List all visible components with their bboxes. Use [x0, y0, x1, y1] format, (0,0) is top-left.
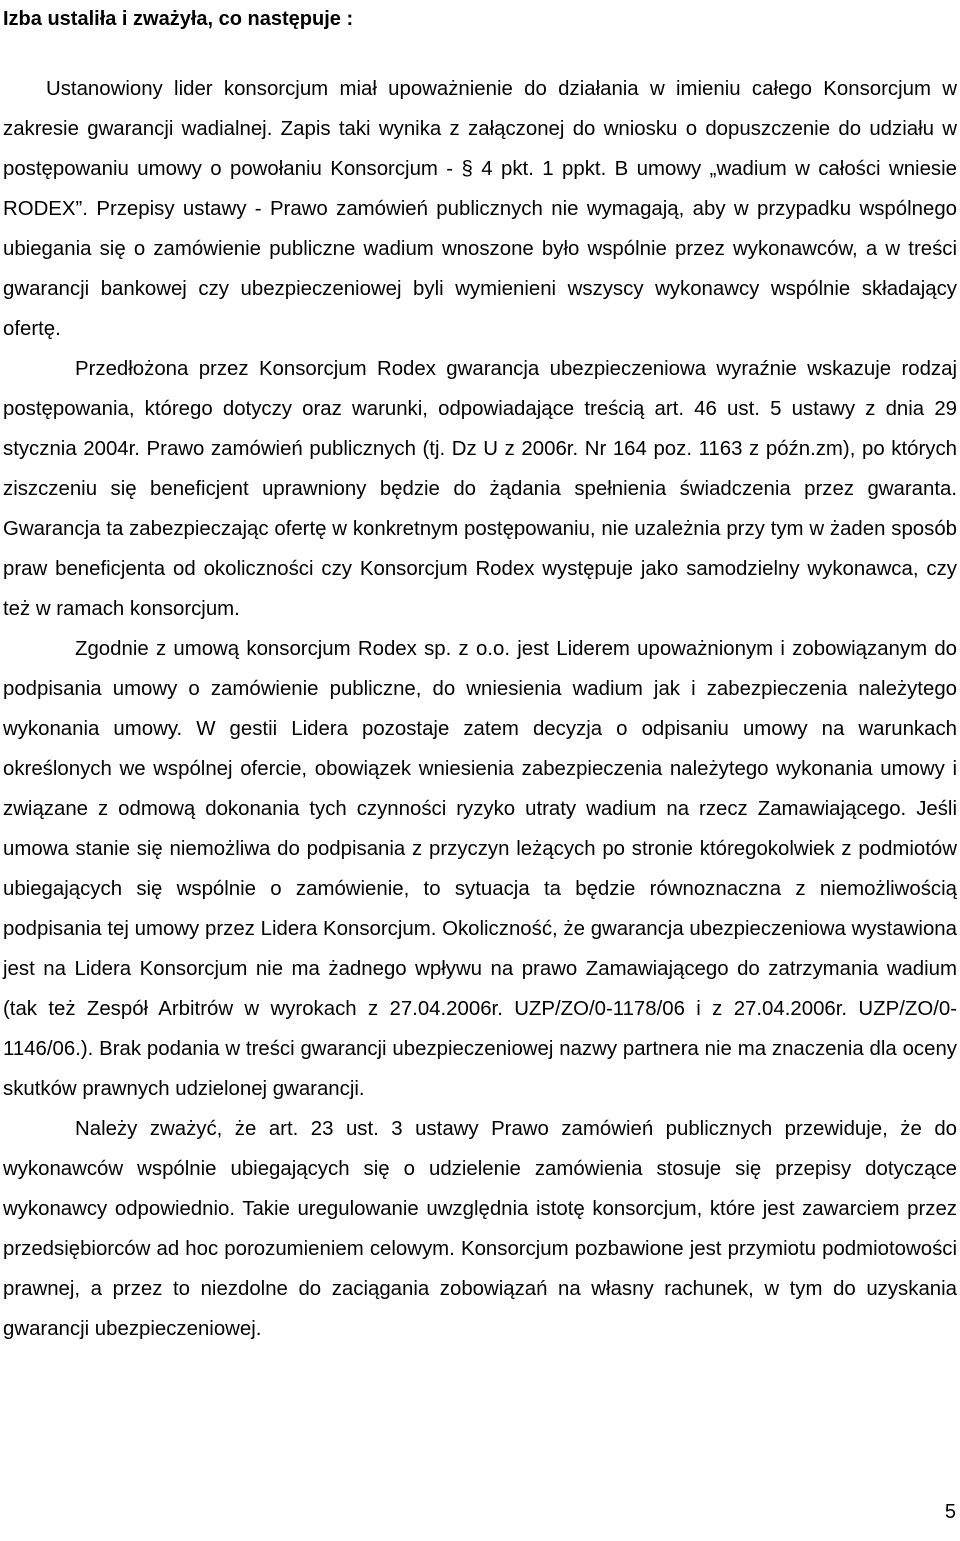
- section-heading: Izba ustaliła i zważyła, co następuje :: [3, 8, 354, 30]
- document-page: [3, 0, 957, 1340]
- paragraph-2: Przedłożona przez Konsorcjum Rodex gwarancja ubezpieczeniowa wyraźnie wskazuje rodzaj postępowania, którego dotyczy oraz warunki, odpowiadające treścią art. 46 ust. 5 ustawy z dnia 29 stycznia 2004r. Prawo zamówień publicznych (tj. Dz U z 2006r. Nr 164 poz. 1163 z późn.zm), po których ziszczeniu się beneficjent uprawniony będzie do żądania spełnienia świadczenia przez gwaranta. Gwarancja ta zabezpieczając ofertę w konkretnym postępowaniu, nie uzależnia przy tym w żaden sposób praw beneficjenta od okoliczności czy Konsorcjum Rodex występuje jako samodzielny wykonawca, czy też w ramach konsorcjum.: [3, 358, 957, 620]
- page-number: 5: [944, 1501, 956, 1523]
- body-text: [3, 69, 957, 1349]
- paragraph-4: Należy zważyć, że art. 23 ust. 3 ustawy Prawo zamówień publicznych przewiduje, że do wykonawców wspólnie ubiegających się o udzielenie zamówienia stosuje się przepisy dotyczące wykonawcy odpowiednio. Takie uregulowanie uwzględnia istotę konsorcjum, które jest zawarciem przez przedsiębiorców ad hoc porozumieniem celowym. Konsorcjum pozbawione jest przymiotu podmiotowości prawnej, a przez to niezdolne do zaciągania zobowiązań na własny rachunek, w tym do uzyskania gwarancji ubezpieczeniowej.: [3, 1118, 957, 1340]
- paragraph-1: Ustanowiony lider konsorcjum miał upoważnienie do działania w imieniu całego Konsorcjum w zakresie gwarancji wadialnej. Zapis taki wynika z załączonej do wniosku o dopuszczenie do udziału w postępowaniu umowy o powołaniu Konsorcjum - § 4 pkt. 1 ppkt. B umowy „wadium w całości wniesie RODEX”. Przepisy ustawy - Prawo zamówień publicznych nie wymagają, aby w przypadku wspólnego ubiegania się o zamówienie publiczne wadium wnoszone było wspólnie przez wykonawców, a w treści gwarancji bankowej czy ubezpieczeniowej byli wymienieni wszyscy wykonawcy wspólnie składający ofertę.: [3, 78, 957, 340]
- paragraph-3: Zgodnie z umową konsorcjum Rodex sp. z o.o. jest Liderem upoważnionym i zobowiązanym do podpisania umowy o zamówienie publiczne, do wniesienia wadium jak i zabezpieczenia należytego wykonania umowy. W gestii Lidera pozostaje zatem decyzja o odpisaniu umowy na warunkach określonych we wspólnej ofercie, obowiązek wniesienia zabezpieczenia należytego wykonania umowy i związane z odmową dokonania tych czynności ryzyko utraty wadium na rzecz Zamawiającego. Jeśli umowa stanie się niemożliwa do podpisania z przyczyn leżących po stronie któregokolwiek z podmiotów ubiegających się wspólnie o zamówienie, to sytuacja ta będzie równoznaczna z niemożliwością podpisania tej umowy przez Lidera Konsorcjum. Okoliczność, że gwarancja ubezpieczeniowa wystawiona jest na Lidera Konsorcjum nie ma żadnego wpływu na prawo Zamawiającego do zatrzymania wadium (tak też Zespół Arbitrów w wyrokach z 27.04.2006r. UZP/ZO/0-1178/06 i z 27.04.2006r. UZP/ZO/0-1146/06.). Brak podania w treści gwarancji ubezpieczeniowej nazwy partnera nie ma znaczenia dla oceny skutków prawnych udzielonej gwarancji.: [3, 638, 957, 1100]
